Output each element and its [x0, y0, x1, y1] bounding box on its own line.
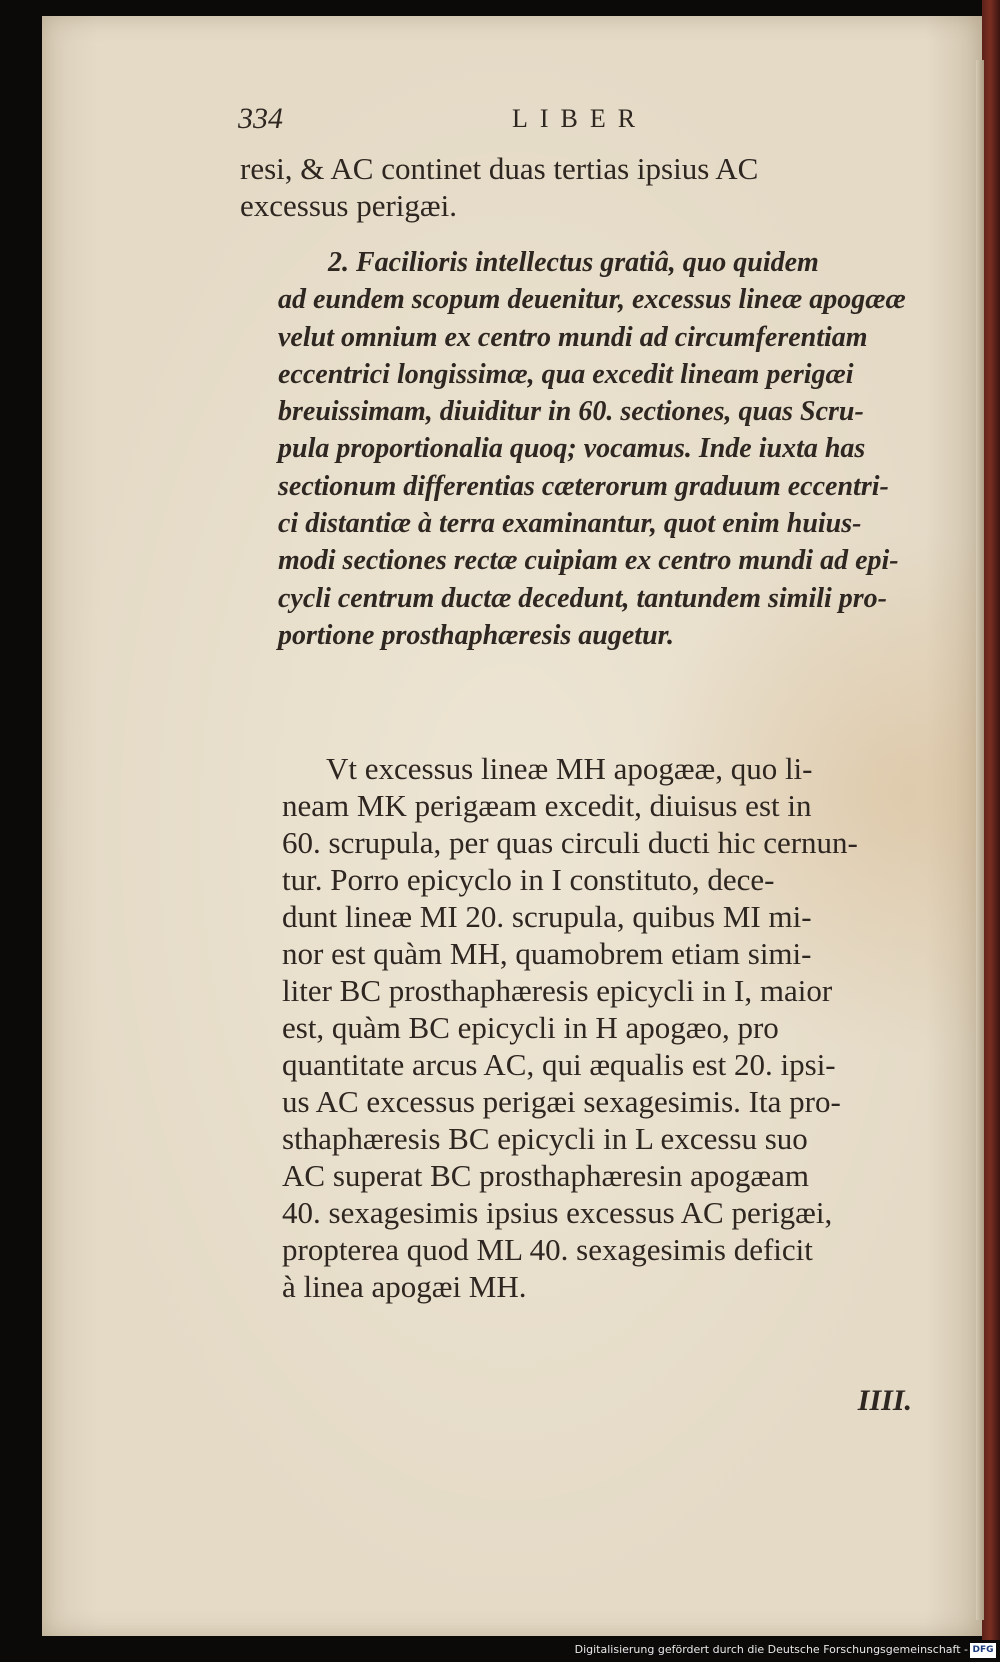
- dfg-logo-icon: DFG: [970, 1643, 996, 1658]
- text-line: breuissimam, diuiditur in 60. sectiones, quas Scru-: [278, 396, 864, 428]
- funding-credit: Digitalisierung gefördert durch die Deutsche Forschungsgemeinschaft -: [574, 1643, 968, 1656]
- footer-bar: [0, 1640, 1000, 1662]
- text-line: modi sectiones rectæ cuipiam ex centro mundi ad epi-: [278, 545, 899, 577]
- text-line: sectionum differentias cæterorum graduum eccentri-: [278, 470, 889, 502]
- catchword: IIII.: [857, 1384, 912, 1417]
- paragraph-continuation: [240, 150, 940, 224]
- text-line: 40. sexagesimis ipsius excessus AC perigæi,: [282, 1195, 833, 1230]
- text-line: Vt excessus lineæ MH apogææ, quo li-: [326, 751, 813, 786]
- page-number: 334: [238, 102, 283, 135]
- text-line: dunt lineæ MI 20. scrupula, quibus MI mi-: [282, 899, 812, 934]
- text-line: resi, & AC continet duas tertias ipsius AC: [240, 151, 759, 186]
- text-line: us AC excessus perigæi sexagesimis. Ita pro-: [282, 1084, 841, 1119]
- text-line: est, quàm BC epicycli in H apogæo, pro: [282, 1010, 779, 1045]
- text-line: 2. Facilioris intellectus gratiâ, quo quidem: [328, 247, 819, 278]
- text-line: pula proportionalia quoq; vocamus. Inde iuxta has: [278, 433, 866, 465]
- paragraph-rule-2: [278, 244, 938, 654]
- text-line: AC superat BC prosthaphæresin apogæam: [282, 1158, 809, 1193]
- text-line: excessus perigæi.: [240, 188, 457, 223]
- text-line: neam MK perigæam excedit, diuisus est in: [282, 788, 812, 823]
- paragraph-example: [282, 750, 942, 1305]
- text-line: 60. scrupula, per quas circuli ducti hic cernun-: [282, 825, 858, 860]
- text-line: à linea apogæi MH.: [282, 1269, 527, 1304]
- book-page: [42, 16, 982, 1636]
- text-line: ad eundem scopum deuenitur, excessus lineæ apogææ: [278, 284, 906, 316]
- text-line: eccentrici longissimæ, qua excedit lineam perigæi: [278, 358, 854, 390]
- text-line: velut omnium ex centro mundi ad circumferentiam: [278, 321, 868, 353]
- text-line: sthaphæresis BC epicycli in L excessu suo: [282, 1121, 808, 1156]
- text-line: ci distantiæ à terra examinantur, quot enim huius-: [278, 508, 862, 540]
- text-line: propterea quod ML 40. sexagesimis deficit: [282, 1232, 813, 1267]
- text-line: quantitate arcus AC, qui æqualis est 20. ipsi-: [282, 1047, 836, 1082]
- page-edges: [976, 60, 984, 1620]
- running-title: LIBER: [512, 104, 648, 133]
- text-line: tur. Porro epicyclo in I constituto, dece-: [282, 862, 775, 897]
- text-line: nor est quàm MH, quamobrem etiam simi-: [282, 936, 812, 971]
- text-line: portione prosthaphæresis augetur.: [278, 619, 674, 651]
- text-line: cycli centrum ductæ decedunt, tantundem simili pro-: [278, 582, 887, 614]
- page-header: [42, 94, 982, 144]
- book-spine: [982, 0, 1000, 1640]
- text-line: liter BC prosthaphæresis epicycli in I, maior: [282, 973, 833, 1008]
